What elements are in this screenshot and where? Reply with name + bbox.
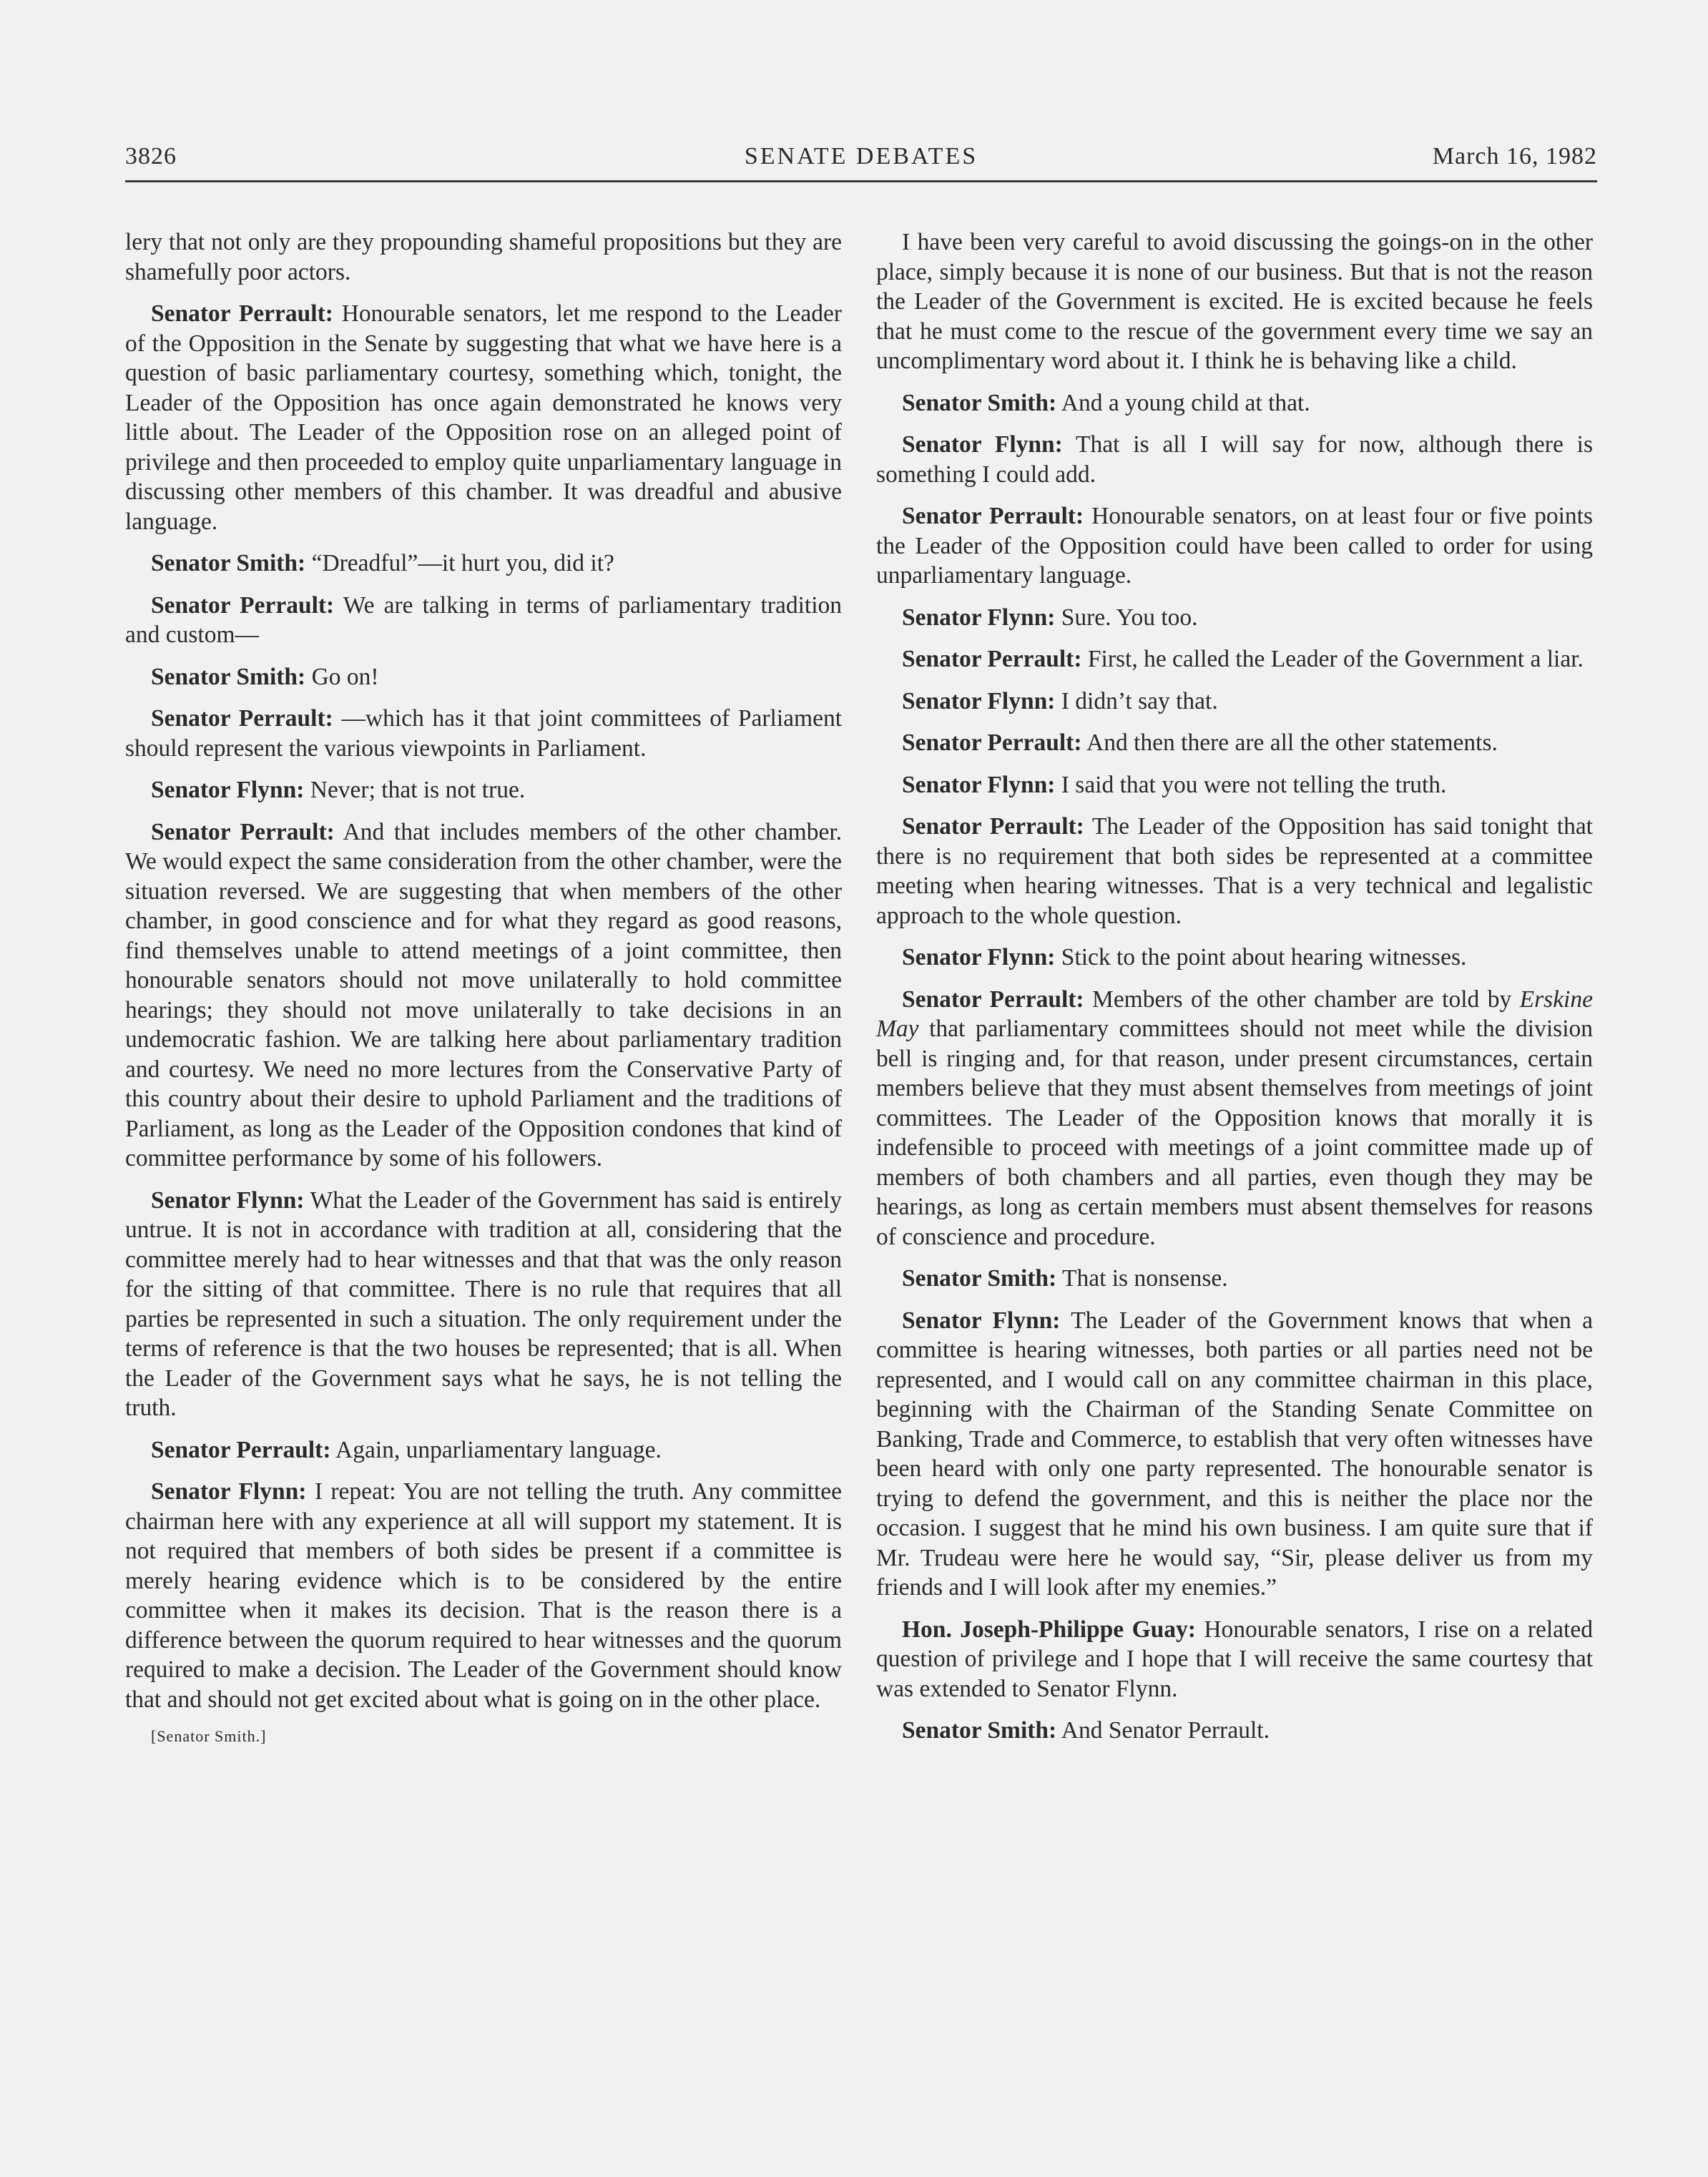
speech-text: Honourable senators, I rise on a related question of privilege and I hope that I will receive the same courtesy that was extended to Senator Flynn. (876, 1616, 1593, 1702)
speech-text: That is nonsense. (1056, 1265, 1228, 1292)
speech-text: And a young child at that. (1056, 389, 1310, 416)
speaker-name: Senator Flynn: (151, 1186, 305, 1214)
paragraph (876, 1264, 1593, 1294)
speaker-name: Senator Perrault: (151, 591, 335, 619)
speaker-name: Senator Perrault: (902, 813, 1084, 840)
paragraph (125, 1435, 842, 1465)
paragraph: I have been very careful to avoid discussing the goings-on in the other place, simply because it is none of our business. But that is not the reason the Leader of the Government is excited. He is excited because he feels that he must come to the rescue of the government every time we say an uncomplimentary word about it. I think he is behaving like a child. (876, 229, 1593, 374)
speech-text: We are talking in terms of parliamentary tradition and custom— (125, 591, 842, 648)
paragraph (876, 1615, 1593, 1704)
speech-text: Go on! (305, 663, 379, 690)
speech-text: And then there are all the other statements. (1081, 729, 1498, 756)
speech-text: The Leader of the Government knows that when a committee is hearing witnesses, both parties or all parties need not be represented, and I would call on any committee chairman in this place, beginning with the Chairman of the Standing Senate Committee on Banking, Trade and Commerce, to establish that very often witnesses have been heard with only one party represented. The honourable senator is trying to defend the government, and this is neither the place nor the occasion. I suggest that he mind his own business. I am quite sure that if Mr. Trudeau were here he would say, “Sir, please deliver us from my friends and I will look after my enemies.” (876, 1307, 1593, 1601)
page-number: 3826 (125, 143, 177, 169)
paragraph (125, 1477, 842, 1714)
speech-text: What the Leader of the Government has said is entirely untrue. It is not in accordance with tradition at all, considering that the committee merely had to hear witnesses and that that was the only reason for the sitting of that committee. There is no rule that requires that all parties be represented in such a situation. The only requirement under the terms of reference is that the two houses be represented; that is all. When the Leader of the Government says what he says, he is not telling the truth. (125, 1186, 842, 1421)
left-column (125, 227, 842, 1759)
speech-text: Members of the other chamber are told by (1084, 986, 1520, 1013)
paragraph (125, 817, 842, 1174)
paragraph (876, 1716, 1593, 1746)
paragraph (125, 775, 842, 805)
speaker-name: Senator Smith: (151, 663, 306, 690)
speaker-name: Senator Flynn: (151, 777, 305, 803)
paragraph (876, 644, 1593, 674)
speech-text: I said that you were not telling the truth. (1055, 771, 1447, 798)
paragraph (876, 1306, 1593, 1603)
paragraph (876, 388, 1593, 418)
speech-text: Again, unparliamentary language. (330, 1436, 662, 1463)
paragraph (125, 299, 842, 536)
speech-text: The Leader of the Opposition has said tonight that there is no requirement that both sides be represented at a committee meeting when hearing witnesses. That is a very technical and legalistic approach to the whole question. (876, 813, 1593, 929)
speech-text: Stick to the point about hearing witnesses. (1055, 944, 1467, 970)
speech-text: First, he called the Leader of the Government a liar. (1081, 646, 1584, 672)
right-column (876, 227, 1593, 1758)
speech-text: Never; that is not true. (304, 777, 526, 803)
speaker-name: Senator Perrault: (902, 729, 1082, 756)
speech-text: —which has it that joint committees of Parliament should represent the various viewpoints in Parliament. (125, 705, 842, 762)
italic-reference: Erskine May (876, 986, 1593, 1042)
speaker-name: Senator Flynn: (902, 771, 1056, 798)
speech-text: I didn’t say that. (1055, 687, 1218, 714)
publication-date: March 16, 1982 (1432, 143, 1597, 169)
speaker-name: Senator Perrault: (151, 705, 333, 732)
paragraph (125, 1186, 842, 1423)
speech-text: “Dreadful”—it hurt you, did it? (305, 550, 614, 576)
speaker-name: Senator Smith: (902, 1265, 1057, 1292)
paragraph (876, 603, 1593, 633)
speaker-name: Senator Flynn: (151, 1478, 307, 1505)
speaker-name: Senator Perrault: (902, 986, 1084, 1013)
paragraph (876, 812, 1593, 930)
speech-text: That is all I will say for now, although there is something I could add. (876, 431, 1593, 488)
speaker-name: Senator Perrault: (151, 1436, 331, 1463)
paragraph (125, 662, 842, 692)
speech-text: I repeat: You are not telling the truth. Any committee chairman here with any experience at all will support my statement. It is not required that members of both sides be present if a committee is merely hearing evidence which is to be considered by the entire committee when it makes its decision. That is the reason there is a difference between the quorum required to hear witnesses and the quorum required to make a decision. The Leader of the Government should know that and should not get excited about what is going on in the other place. (125, 1478, 842, 1713)
speech-text: Honourable senators, on at least four or five points the Leader of the Opposition could have been called to order for using unparliamentary language. (876, 503, 1594, 589)
paragraph (876, 501, 1593, 591)
speaker-note: [Senator Smith.] (151, 1727, 267, 1745)
paragraph (125, 549, 842, 579)
publication-title: SENATE DEBATES (744, 143, 978, 169)
speaker-name: Senator Flynn: (902, 1307, 1061, 1334)
paragraph (125, 591, 842, 650)
speech-text: Honourable senators, let me respond to the Leader of the Opposition in the Senate by suggesting that what we have here is a question of basic parliamentary courtesy, something which, tonight, the Leader of the Opposition has once again demonstrated he knows very little about. The Leader of the Opposition rose on an alleged point of privilege and then proceeded to employ quite unparliamentary language in discussing other members of this chamber. It was dreadful and abusive language. (125, 300, 842, 535)
page-header (125, 143, 1597, 182)
speaker-name: Senator Flynn: (902, 687, 1056, 714)
speech-text: And that includes members of the other chamber. We would expect the same consideration from the other chamber, were the situation reversed. We are suggesting that when members of the other chamber, in good conscience and for what they regard as good reasons, find themselves unable to attend meetings of a joint committee, then honourable senators should not move unilaterally to hold committee hearings; they should not move unilaterally to take decisions in an undemocratic fashion. We are talking here about parliamentary tradition and courtesy. We need no more lectures from the Conservative Party of this country about their desire to uphold Parliament and the traditions of Parliament, as long as the Leader of the Opposition condones that kind of committee performance by some of his followers. (125, 818, 842, 1171)
speech-text: And Senator Perrault. (1056, 1717, 1270, 1744)
paragraph: lery that not only are they propounding shameful propositions but they are shamefully poor actors. (125, 229, 842, 285)
speech-text: that parliamentary committees should not meet while the division bell is ringing and, for that reason, under present circumstances, certain members believe that they must absent themselves from meetings of joint committees. The Leader of the Opposition knows that morally it is indefensible to proceed with meetings of a joint committee made up of members of both chambers and all parties, even though they may be hearings, as long as certain members must absent themselves for reasons of conscience and procedure. (876, 1016, 1593, 1250)
speaker-name: Senator Perrault: (151, 300, 333, 327)
paragraph (876, 770, 1593, 800)
paragraph (125, 704, 842, 763)
paragraph (876, 430, 1593, 489)
speaker-name: Hon. Joseph-Philippe Guay: (902, 1616, 1196, 1643)
speaker-name: Senator Flynn: (902, 604, 1056, 631)
speaker-name: Senator Flynn: (902, 944, 1056, 970)
paragraph (876, 985, 1593, 1252)
speaker-name: Senator Smith: (151, 550, 306, 576)
paragraph (876, 687, 1593, 717)
speaker-name: Senator Perrault: (902, 503, 1084, 529)
speaker-name: Senator Flynn: (902, 431, 1063, 458)
speaker-name: Senator Perrault: (902, 646, 1082, 672)
speech-text: Sure. You too. (1055, 604, 1198, 631)
paragraph (876, 728, 1593, 758)
speaker-name: Senator Smith: (902, 389, 1057, 416)
paragraph (876, 943, 1593, 973)
speaker-name: Senator Smith: (902, 1717, 1057, 1744)
speaker-name: Senator Perrault: (151, 818, 335, 845)
